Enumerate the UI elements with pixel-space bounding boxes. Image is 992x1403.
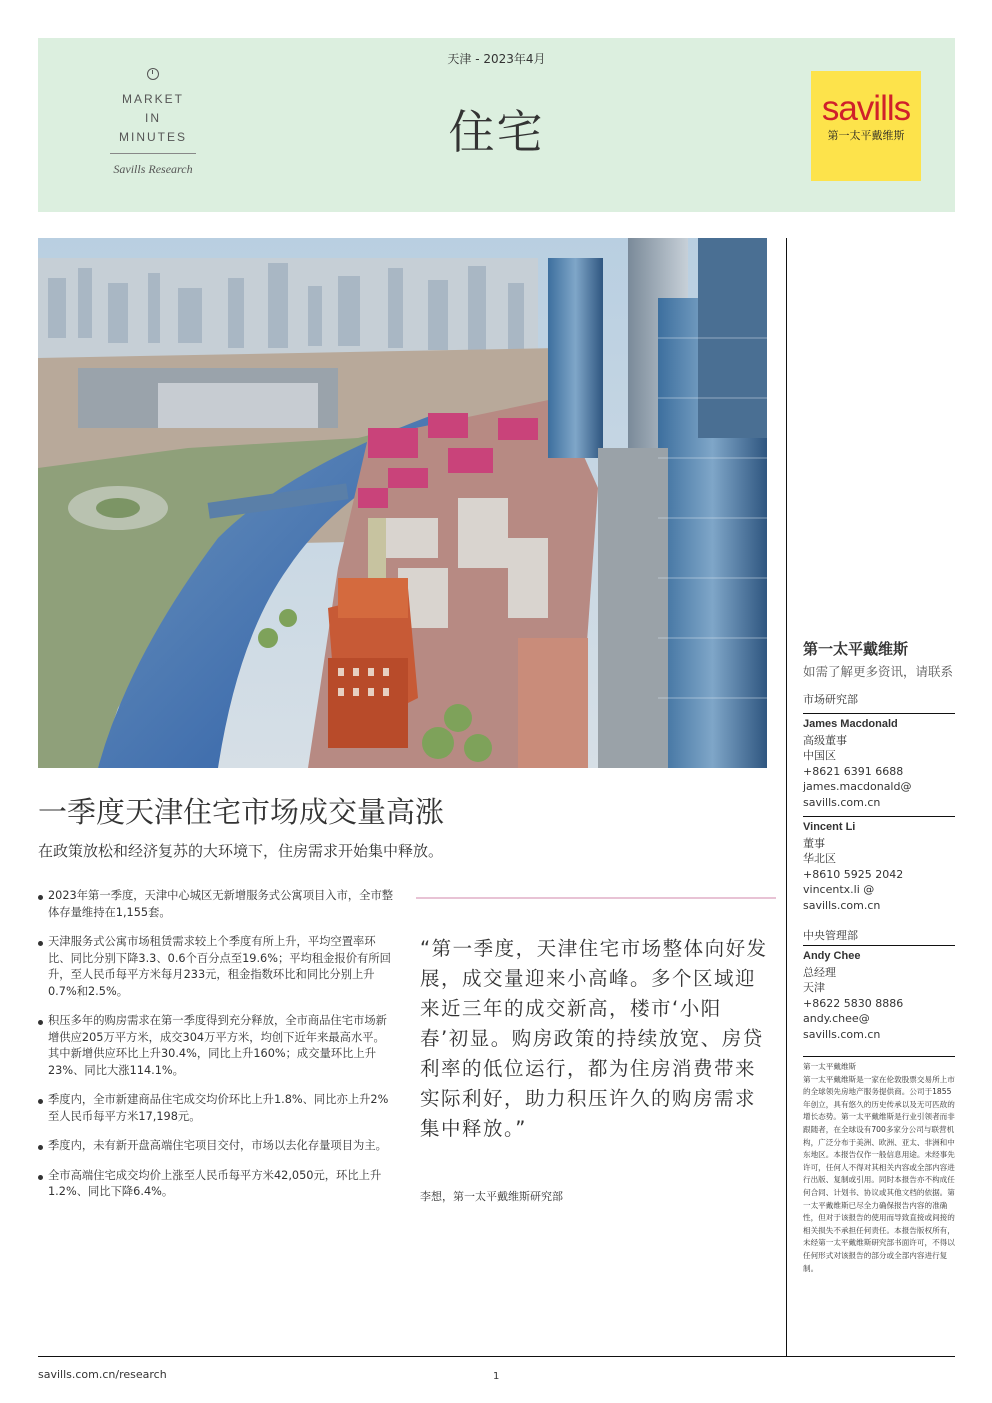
contact-name: James Macdonald	[803, 718, 898, 730]
brand-subtitle: Savills Research	[113, 162, 193, 176]
article-subheadline: 在政策放松和经济复苏的大环境下，住房需求开始集中释放。	[38, 842, 444, 860]
footer-url[interactable]: savills.com.cn/research	[38, 1368, 167, 1381]
contact-title: 高级董事	[803, 733, 847, 747]
quote-author: 李想，第一太平戴维斯研究部	[420, 1190, 563, 1203]
contact-email[interactable]: vincentx.li @	[803, 883, 875, 896]
report-title: 住宅	[448, 105, 545, 159]
savills-logo	[811, 71, 921, 181]
contact-title: 总经理	[803, 965, 836, 979]
contact-region: 华北区	[803, 852, 836, 865]
company-name: 第一太平戴维斯	[803, 640, 909, 658]
contact-email[interactable]: andy.chee@	[803, 1012, 870, 1025]
report-header	[38, 38, 955, 212]
brand-line: IN	[145, 111, 161, 125]
report-date: 天津 - 2023年4月	[447, 52, 546, 66]
key-point: 积压多年的购房需求在第一季度得到充分释放，全市商品住宅市场新增供应205万平方米，成交304万平方米，均创下近年来最高水平。其中新增供应环比上升30.4%，同比上升160%；成交量环比上升23%、同比大涨114.1%。	[38, 1013, 396, 1079]
key-point: 季度内，未有新开盘高端住宅项目交付，市场以去化存量项目为主。	[38, 1138, 396, 1155]
department-label: 市场研究部	[803, 693, 858, 706]
contact-region: 中国区	[803, 749, 836, 762]
article-headline: 一季度天津住宅市场成交量高涨	[38, 795, 445, 829]
contact-card	[803, 817, 955, 919]
brand-line: MARKET	[121, 92, 184, 106]
contact-card	[803, 946, 955, 1048]
divider	[803, 1056, 955, 1057]
contact-name: Vincent Li	[803, 821, 856, 833]
contact-email-domain[interactable]: savills.com.cn	[803, 795, 881, 809]
disclaimer-title: 第一太平戴维斯	[803, 1062, 857, 1071]
brand-line: MINUTES	[119, 130, 187, 144]
contact-phone: +8610 5925 2042	[803, 867, 904, 881]
quote-divider	[416, 897, 776, 899]
pull-quote: “第一季度，天津住宅市场整体向好发展，成交量迎来小高峰。多个区域迎来近三年的成交新高，楼市‘小阳春’初显。购房政策的持续放宽、房贷利率的低位运行，都为住房消费带来实际利好，助力积压许久的购房需求集中释放。”	[420, 937, 768, 1140]
tianjin-city-photo	[38, 238, 767, 768]
logo-chinese-name: 第一太平戴维斯	[827, 129, 905, 142]
contact-title: 董事	[803, 836, 825, 850]
contact-email[interactable]: james.macdonald@	[803, 780, 912, 793]
key-point: 全市高端住宅成交均价上涨至人民币每平方米42,050元，环比上升1.2%、同比下降6.4%。	[38, 1168, 396, 1201]
clock-icon	[147, 68, 159, 80]
key-point: 天津服务式公寓市场租赁需求较上个季度有所上升，平均空置率环比、同比分别下降3.3、0.6个百分点至19.6%；平均租金报价有所回升，至人民币每平方米每月233元，租金指数环比和同比分别上升0.7%和2.5%。	[38, 934, 396, 1000]
contact-name: Andy Chee	[803, 950, 861, 962]
key-point: 2023年第一季度，天津中心城区无新增服务式公寓项目入市，全市整体存量维持在1,155套。	[38, 888, 396, 921]
contact-card	[803, 714, 955, 816]
disclaimer-text: 第一太平戴维斯是一家在伦敦股票交易所上市的全球领先房地产服务提供商。公司于1855年创立，具有悠久的历史传承以及无可匹敌的增长态势。第一太平戴维斯是行业引领者而非跟随者，在全球设有700多家分公司与联营机构，广泛分布于美洲、欧洲、亚太、非洲和中东地区。本报告仅作一般信息用途。未经事先许可，任何人不得对其相关内容或全部内容进行出版、复制或引用。同时本报告亦不构成任何合同、计划书、协议或其他文档的依据。第一太平戴维斯已尽全力确保报告内容的准确性，但对于该报告的使用而导致直接或间接的相关损失不承担任何责任。本报告版权所有，未经第一太平戴维斯研究部书面许可，不得以任何形式对该报告的部分或全部内容进行复制。	[803, 1074, 955, 1273]
contact-email-domain[interactable]: savills.com.cn	[803, 1027, 881, 1041]
department-label: 中央管理部	[803, 929, 858, 942]
key-points-list	[38, 888, 396, 1214]
contact-email-domain[interactable]: savills.com.cn	[803, 898, 881, 912]
logo-wordmark: savills	[821, 89, 911, 128]
contact-sidebar	[803, 638, 955, 1275]
footer-divider	[38, 1356, 955, 1357]
contact-phone: +8622 5830 8886	[803, 996, 904, 1010]
page-number: 1	[493, 1371, 500, 1382]
key-point: 季度内，全市新建商品住宅成交均价环比上升1.8%、同比亦上升2%至人民币每平方米17,198元。	[38, 1092, 396, 1125]
contact-phone: +8621 6391 6688	[803, 764, 904, 778]
contact-prompt: 如需了解更多资讯，请联系	[803, 664, 954, 679]
contact-region: 天津	[803, 981, 825, 994]
column-divider	[786, 238, 787, 1356]
